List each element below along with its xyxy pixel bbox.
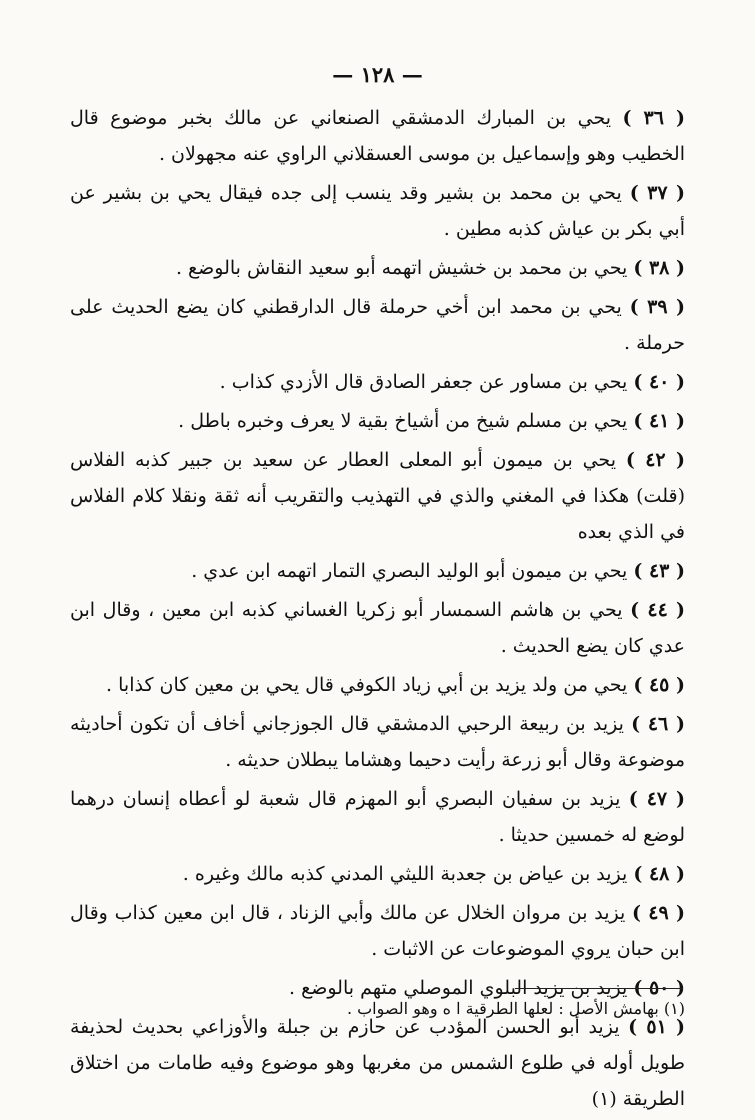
list-item [70,895,685,967]
list-item [70,403,685,439]
entry-number: ( ٤٥ ) [633,674,685,696]
entry-number: ( ٤٩ ) [632,902,685,924]
entry-number: ( ٤٧ ) [628,788,686,810]
entry-number: ( ٣٧ ) [629,182,685,204]
entry-text: يزيد أبو الحسن المؤدب عن حازم بن جبلة والأوزاعي بحديث لحذيفة طويل أوله في طلوع الشمس من مغربها وهو موضوع وفيه طامات من اختلاق الطريقة (١) [70,1016,685,1110]
entry-text: يحي بن ميمون أبو الوليد البصري التمار اتهمه ابن عدي . [191,560,628,582]
entry-text: يحي بن محمد ابن أخي حرملة قال الدارقطني كان يضع الحديث على حرملة . [70,296,685,354]
entry-text: يزيد بن يزيد البلوي الموصلي متهم بالوضع . [289,977,628,999]
entry-text: يحي بن مسلم شيخ من أشياخ بقية لا يعرف وخبره باطل . [178,410,628,432]
footnote-divider [515,988,683,989]
entry-text: يزيد بن سفيان البصري أبو المهزم قال شعبة لو أعطاه إنسان درهما لوضع له خمسين حديثا . [70,788,685,846]
entry-text: يزيد بن عياض بن جعدبة الليثي المدني كذبه مالك وغيره . [182,863,628,885]
entry-number: ( ٣٩ ) [629,296,685,318]
list-item [70,706,685,778]
list-item [70,553,685,589]
entry-text: يزيد بن مروان الخلال عن مالك وأبي الزناد ، قال ابن معين كذاب وقال ابن حبان يروي الموضوعات عن الاثبات . [70,902,685,960]
entry-text: يحي بن محمد بن خشيش اتهمه أبو سعيد النقاش بالوضع . [175,257,628,279]
list-item [70,1009,685,1117]
entry-number: ( ٥١ ) [628,1016,686,1038]
list-item [70,781,685,853]
entry-number: ( ٤١ ) [633,410,685,432]
entry-text: يحي بن هاشم السمسار أبو زكريا الغساني كذبه ابن معين ، وقال ابن عدي كان يضع الحديث . [70,599,685,657]
page-number: — ١٢٨ — [332,62,423,87]
list-item [70,289,685,361]
list-item [70,100,685,172]
entry-number: ( ٣٨ ) [633,257,685,279]
entry-text: يحي بن مساور عن جعفر الصادق قال الأزدي كذاب . [219,371,628,393]
entry-number: ( ٥٠ ) [633,977,685,999]
list-item [70,442,685,550]
entry-number: ( ٤٣ ) [633,560,685,582]
list-item [70,856,685,892]
entry-number: ( ٤٠ ) [633,371,685,393]
entry-text: يحي بن المبارك الدمشقي الصنعاني عن مالك بخبر موضوع قال الخطيب وهو وإسماعيل بن موسى العسقلاني الراوي عنه مجهولان . [70,107,685,165]
entry-number: ( ٤٨ ) [633,863,685,885]
list-item [70,250,685,286]
entry-number: ( ٤٤ ) [630,599,686,621]
list-item [70,592,685,664]
entry-text: يزيد بن ربيعة الرحبي الدمشقي قال الجوزجاني أخاف أن تكون أحاديثه موضوعة وقال أبو زرعة رأيت دحيما وهشاما يبطلان حديثه . [70,713,685,771]
entry-number: ( ٣٦ ) [622,107,686,129]
entry-text: يحي بن ميمون أبو المعلى العطار عن سعيد بن جبير كذبه الفلاس (قلت) هكذا في المغني والذي في التهذيب والتقريب أنه ثقة ونقلا كلام الفلاس في الذي بعده [70,449,685,543]
list-item [70,175,685,247]
entry-number: ( ٤٢ ) [625,449,686,471]
entry-number: ( ٤٦ ) [631,713,685,735]
footnote: (١) بهامش الأصل : لعلها الطرقية ا ه وهو الصواب . [346,999,685,1018]
entry-list [70,100,685,1120]
entry-text: يحي بن محمد بن بشير وقد ينسب إلى جده فيقال يحي بن بشير عن أبي بكر بن عياش كذبه مطين . [70,182,685,240]
list-item [70,364,685,400]
list-item [70,667,685,703]
entry-text: يحي من ولد يزيد بن أبي زياد الكوفي قال يحي بن معين كان كذابا . [106,674,628,696]
